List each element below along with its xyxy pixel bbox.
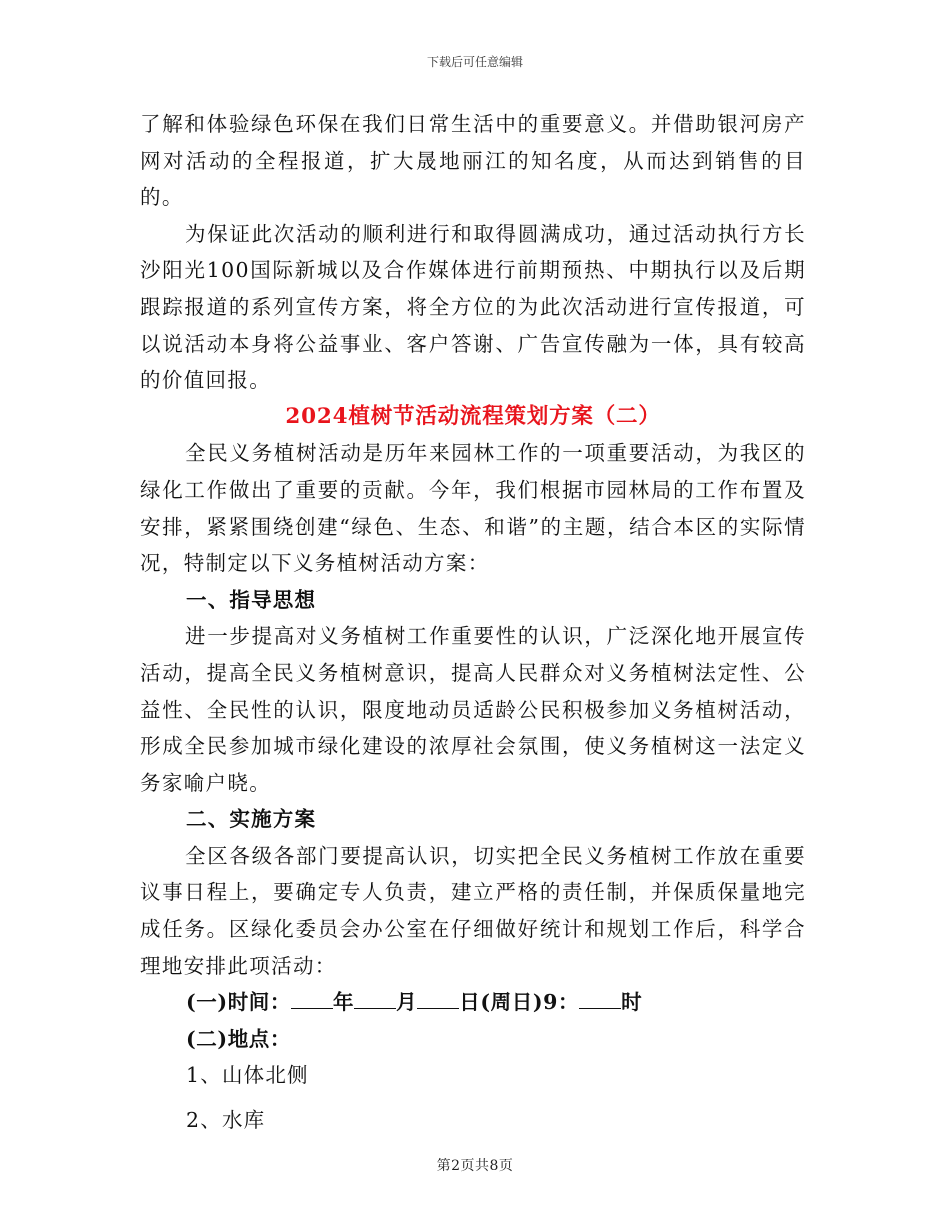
time-day-unit: 日(周日)9： — [459, 990, 580, 1015]
paragraph-continuation: 了解和体验绿色环保在我们日常生活中的重要意义。并借助银河房产网对活动的全程报道，扩大晟地丽江的知名度，从而达到销售的目的。 — [140, 112, 806, 210]
heading-guiding-thought: 一、指导思想 — [186, 587, 317, 612]
blank-year — [291, 990, 333, 1009]
location-item: 1、山体北侧 — [186, 1063, 309, 1088]
heading-implementation-plan: 二、实施方案 — [186, 807, 317, 832]
blank-month — [354, 990, 396, 1009]
page-number: 第2页共8页 — [436, 1158, 514, 1174]
location-item: 2、水库 — [186, 1108, 266, 1133]
header-note: 下载后可任意编辑 — [426, 55, 523, 69]
paragraph-intro: 全民义务植树活动是历年来园林工作的一项重要活动，为我区的绿化工作做出了重要的贡献。今年，我们根据市园林局的工作布置及安排，紧紧围绕创建“绿色、生态、和谐”的主题，结合本区的实际情况，特制定以下义务植树活动方案： — [140, 441, 806, 576]
blank-day — [417, 990, 459, 1009]
location-label: (二)地点： — [186, 1026, 291, 1051]
time-hour-unit: 时 — [621, 990, 643, 1015]
time-year-unit: 年 — [333, 990, 355, 1015]
paragraph-promotion: 为保证此次活动的顺利进行和取得圆满成功，通过活动执行方长沙阳光100国际新城以及合作媒体进行前期预热、中期执行以及后期跟踪报道的系列宣传方案，将全方位的为此次活动进行宣传报道，可以说活动本身将公益事业、客户答谢、广告宣传融为一体，具有较高的价值回报。 — [140, 221, 806, 393]
time-month-unit: 月 — [396, 990, 418, 1015]
document-content — [140, 106, 806, 1139]
time-line — [140, 984, 806, 1021]
paragraph-guiding-thought: 进一步提高对义务植树工作重要性的认识，广泛深化地开展宣传活动，提高全民义务植树意识，提高人民群众对义务植树法定性、公益性、全民性的认识，限度地动员适龄公民积极参加义务植树活动，形成全民参加城市绿化建设的浓厚社会氛围，使义务植树这一法定义务家喻户晓。 — [140, 624, 806, 795]
section-title: 2024植树节活动流程策划方案（二） — [285, 403, 661, 429]
blank-hour — [579, 990, 621, 1009]
paragraph-implementation-plan: 全区各级各部门要提高认识，切实把全民义务植树工作放在重要议事日程上，要确定专人负责，建立严格的责任制，并保质保量地完成任务。区绿化委员会办公室在仔细做好统计和规划工作后，科学合理地安排此项活动： — [140, 843, 806, 978]
time-label: (一)时间： — [186, 990, 291, 1015]
